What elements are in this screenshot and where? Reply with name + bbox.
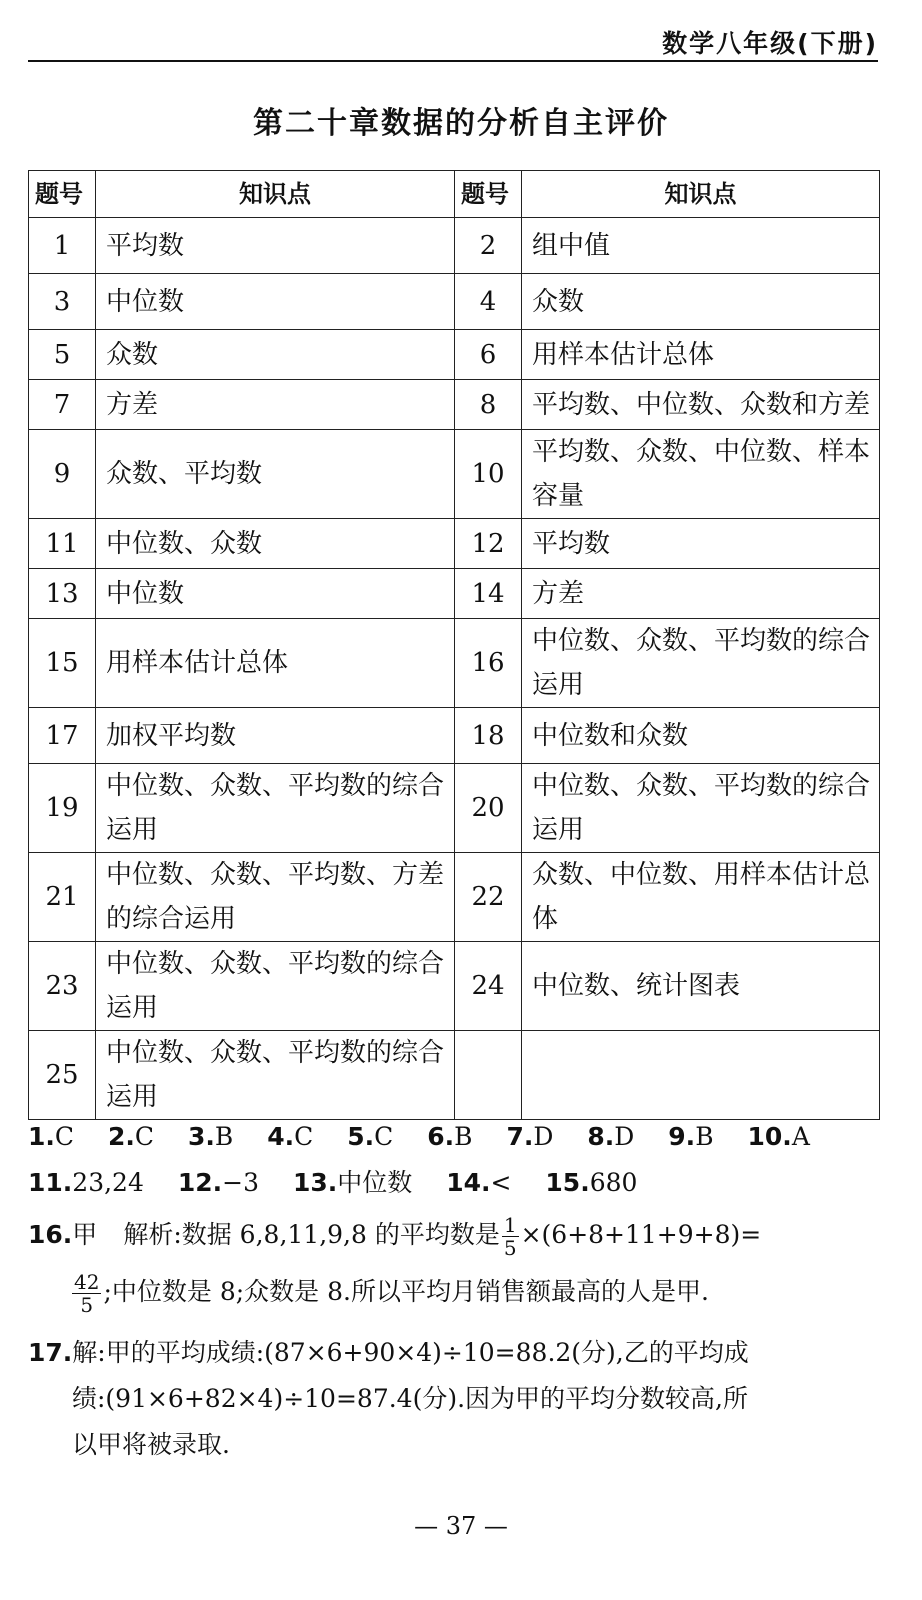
answer-number: 1. (28, 1122, 55, 1151)
explanation-text: 解析:数据 6,8,11,9,8 的平均数是 (123, 1220, 500, 1249)
question-no: 22 (455, 853, 522, 942)
question-no: 10 (455, 430, 522, 519)
knowledge-point (522, 1031, 880, 1120)
table-row (29, 430, 880, 519)
knowledge-point: 平均数 (96, 218, 455, 274)
answer-value: 680 (589, 1168, 638, 1197)
question-no: 8 (455, 380, 522, 430)
answer-value: 甲 (72, 1220, 98, 1249)
question-no: 18 (455, 708, 522, 764)
question-no: 17 (29, 708, 96, 764)
question-no: 4 (455, 274, 522, 330)
question-no: 5 (29, 330, 96, 380)
knowledge-point: 用样本估计总体 (522, 330, 880, 380)
answer-value: B (695, 1122, 714, 1151)
header-question-no-2: 题号 (455, 171, 522, 218)
knowledge-point: 中位数、众数、平均数的综合运用 (522, 619, 880, 708)
answer-17-line-1 (28, 1330, 888, 1376)
answer-number: 9. (668, 1122, 696, 1151)
answer-number: 15. (545, 1168, 590, 1197)
question-no: 20 (455, 764, 522, 853)
answer-number: 4. (267, 1122, 295, 1151)
answer-value: 23,24 (72, 1168, 144, 1197)
question-no: 23 (29, 942, 96, 1031)
question-no (455, 1031, 522, 1120)
table-row (29, 708, 880, 764)
table-row (29, 764, 880, 853)
table-row (29, 569, 880, 619)
question-no: 1 (29, 218, 96, 274)
answer-number: 3. (188, 1122, 215, 1151)
answer-value: C (134, 1122, 155, 1151)
header-knowledge-1: 知识点 (96, 171, 455, 218)
answer-number: 11. (28, 1168, 73, 1197)
answers-section (28, 1114, 888, 1468)
knowledge-point: 中位数、众数、平均数、方差的综合运用 (96, 853, 455, 942)
answer-16-line-2 (28, 1269, 888, 1316)
table-row (29, 330, 880, 380)
question-no: 9 (29, 430, 96, 519)
knowledge-point: 中位数和众数 (522, 708, 880, 764)
answer-number: 2. (108, 1122, 135, 1151)
table-row (29, 942, 880, 1031)
answer-number: 5. (347, 1122, 375, 1151)
question-no: 3 (29, 274, 96, 330)
question-no: 24 (455, 942, 522, 1031)
question-no: 6 (455, 330, 522, 380)
book-title: 数学八年级(下册) (662, 29, 878, 58)
question-no: 14 (455, 569, 522, 619)
question-no: 11 (29, 519, 96, 569)
chapter-title: 第二十章数据的分析自主评价 (253, 106, 669, 141)
question-no: 25 (29, 1031, 96, 1120)
knowledge-point: 中位数、众数、平均数的综合运用 (96, 942, 455, 1031)
answer-17-line-2 (28, 1376, 888, 1422)
knowledge-point: 方差 (96, 380, 455, 430)
fill-in-answers (28, 1160, 888, 1206)
explanation-text: 以甲将被录取. (72, 1430, 230, 1459)
table-row (29, 619, 880, 708)
fraction-numerator: 1 (503, 1213, 517, 1237)
answer-value: A (791, 1122, 810, 1151)
answer-number: 6. (427, 1122, 455, 1151)
answer-number: 17. (28, 1338, 73, 1367)
answer-value: 中位数 (337, 1168, 413, 1197)
fraction-denominator: 5 (80, 1293, 94, 1317)
question-no: 21 (29, 853, 96, 942)
table-row (29, 380, 880, 430)
multiple-choice-answers (28, 1114, 888, 1160)
answer-number: 7. (506, 1122, 534, 1151)
table-row (29, 853, 880, 942)
knowledge-point: 中位数、众数、平均数的综合运用 (96, 764, 455, 853)
answer-value: D (533, 1122, 554, 1151)
knowledge-point: 中位数、众数 (96, 519, 455, 569)
question-no: 7 (29, 380, 96, 430)
answer-number: 8. (587, 1122, 615, 1151)
answer-number: 14. (446, 1168, 491, 1197)
table-row (29, 218, 880, 274)
table-header-row (29, 171, 880, 218)
header-knowledge-2: 知识点 (522, 171, 880, 218)
question-no: 13 (29, 569, 96, 619)
knowledge-point: 平均数、众数、中位数、样本容量 (522, 430, 880, 519)
knowledge-point: 众数 (522, 274, 880, 330)
answer-value: C (374, 1122, 394, 1151)
answer-value: C (54, 1122, 75, 1151)
knowledge-point: 平均数、中位数、众数和方差 (522, 380, 880, 430)
answer-number: 12. (177, 1168, 223, 1197)
knowledge-point: 组中值 (522, 218, 880, 274)
knowledge-point: 中位数、众数、平均数的综合运用 (522, 764, 880, 853)
answer-number: 10. (747, 1122, 792, 1151)
knowledge-point: 方差 (522, 569, 880, 619)
answer-number: 16. (28, 1220, 73, 1249)
answer-value: B (454, 1122, 473, 1151)
knowledge-point: 中位数、众数、平均数的综合运用 (96, 1031, 455, 1120)
explanation-text: 绩:(91×6+82×4)÷10=87.4(分).因为甲的平均分数较高,所 (72, 1384, 748, 1413)
knowledge-point: 平均数 (522, 519, 880, 569)
knowledge-point: 众数、中位数、用样本估计总体 (522, 853, 880, 942)
question-no: 12 (455, 519, 522, 569)
knowledge-point: 众数 (96, 330, 455, 380)
knowledge-point: 中位数 (96, 274, 455, 330)
answer-value: B (214, 1122, 234, 1151)
knowledge-point-table (28, 170, 880, 1120)
answer-value: D (614, 1122, 635, 1151)
fraction-42-fifths (72, 1271, 101, 1316)
question-no: 19 (29, 764, 96, 853)
header-question-no-1: 题号 (29, 171, 96, 218)
page-number: — 37 — (414, 1512, 508, 1540)
table-row (29, 1031, 880, 1120)
answer-number: 13. (292, 1168, 338, 1197)
table-row (29, 519, 880, 569)
explanation-text: ×(6+8+11+9+8)= (520, 1220, 762, 1249)
fraction-numerator: 42 (74, 1270, 100, 1294)
knowledge-point: 用样本估计总体 (96, 619, 455, 708)
answer-value: −3 (222, 1168, 259, 1197)
explanation-text: 解:甲的平均成绩:(87×6+90×4)÷10=88.2(分),乙的平均成 (72, 1338, 749, 1367)
answer-16-line-1 (28, 1212, 888, 1259)
knowledge-point: 众数、平均数 (96, 430, 455, 519)
header-divider (28, 60, 878, 62)
answer-value: C (294, 1122, 314, 1151)
fraction-one-fifth (502, 1214, 519, 1259)
table-row (29, 274, 880, 330)
answer-17-line-3 (28, 1422, 888, 1468)
knowledge-point: 加权平均数 (96, 708, 455, 764)
question-no: 16 (455, 619, 522, 708)
answer-value: < (490, 1168, 512, 1197)
explanation-text: ;中位数是 8;众数是 8.所以平均月销售额最高的人是甲. (103, 1277, 709, 1306)
question-no: 2 (455, 218, 522, 274)
question-no: 15 (29, 619, 96, 708)
knowledge-point: 中位数 (96, 569, 455, 619)
knowledge-point: 中位数、统计图表 (522, 942, 880, 1031)
fraction-denominator: 5 (503, 1236, 517, 1260)
